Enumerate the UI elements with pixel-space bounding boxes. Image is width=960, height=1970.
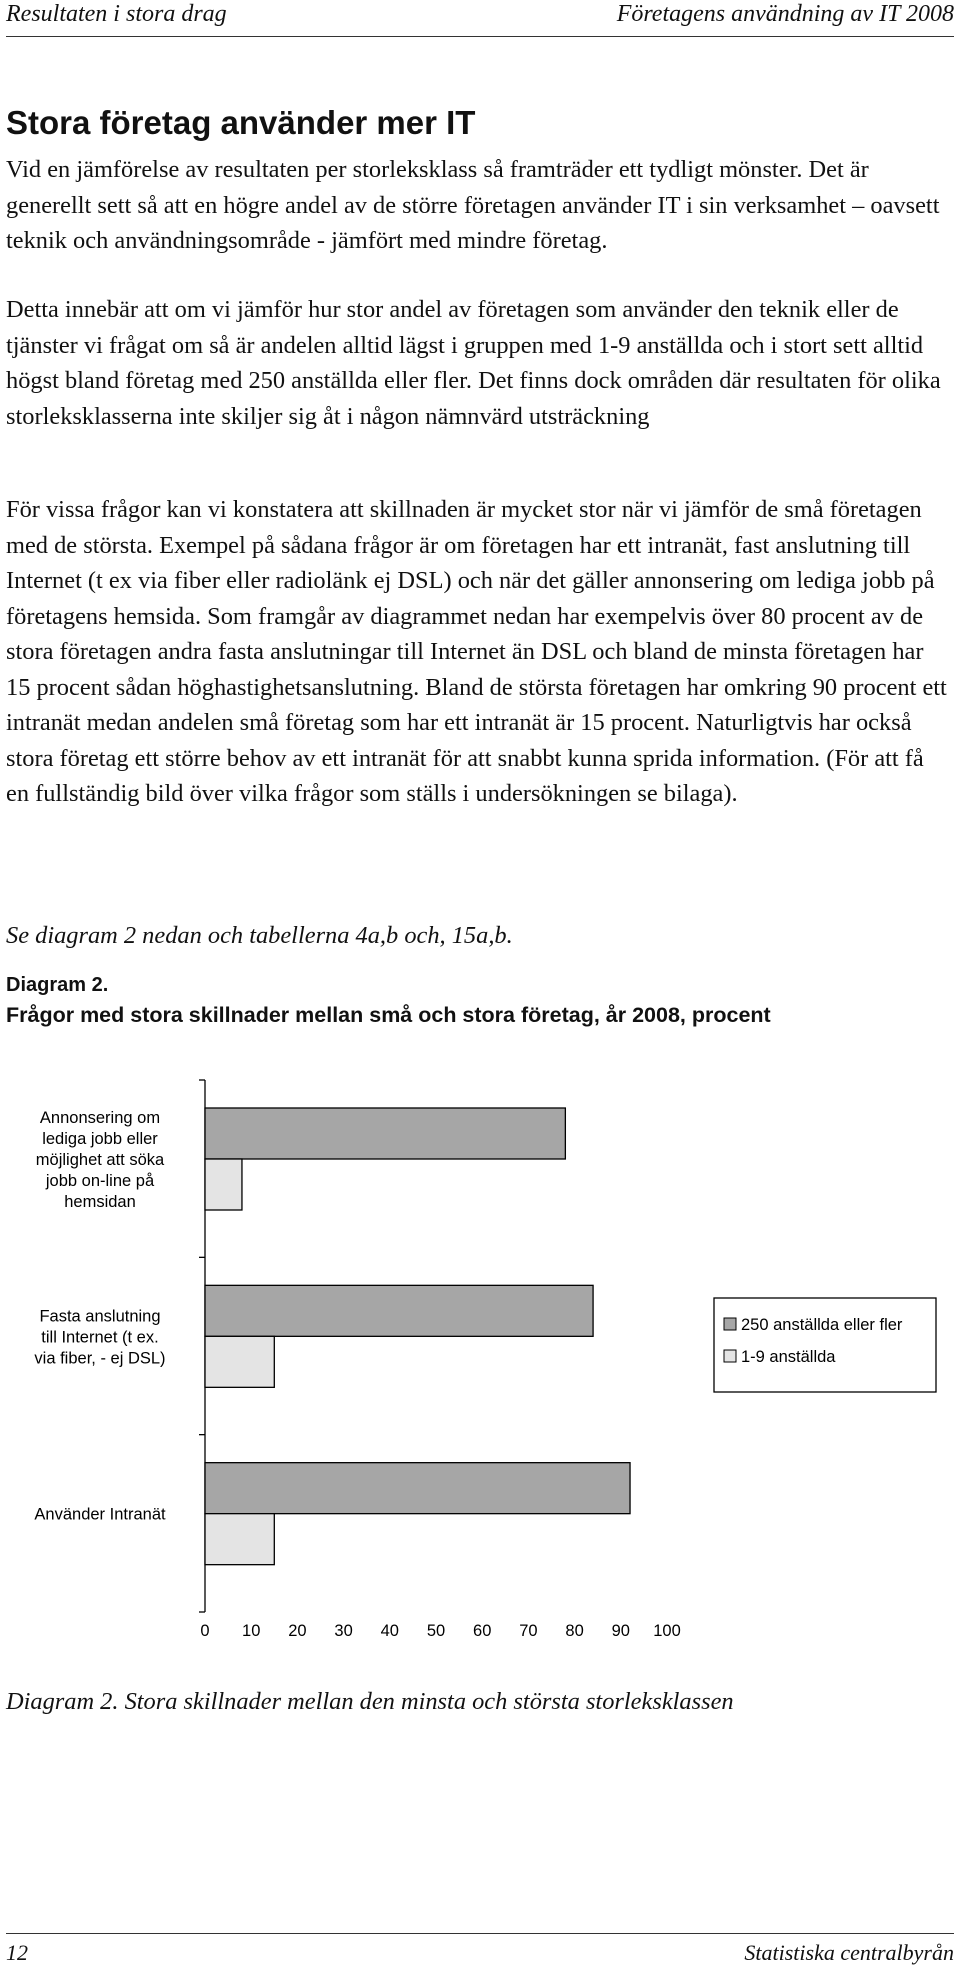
page-header: [6, 0, 954, 37]
bar-large-1: [205, 1285, 593, 1336]
legend-swatch-1: [724, 1350, 736, 1362]
x-tick-label: 0: [200, 1622, 210, 1640]
x-tick-label: 20: [288, 1622, 307, 1640]
bar-small-1: [205, 1336, 274, 1387]
diagram-title: Frågor med stora skillnader mellan små och stora företag, år 2008, procent: [6, 1003, 771, 1027]
diagram-label: Diagram 2.: [6, 974, 109, 996]
x-tick-label: 80: [565, 1622, 584, 1640]
x-tick-label: 90: [611, 1622, 630, 1640]
x-tick-label: 60: [473, 1622, 492, 1640]
page-footer: [6, 1933, 954, 1970]
page-number: 12: [6, 1940, 28, 1965]
legend-label-1: 1-9 anställda: [741, 1348, 836, 1366]
bar-large-2: [205, 1463, 630, 1514]
x-tick-label: 50: [426, 1622, 446, 1640]
bar-large-0: [205, 1108, 565, 1159]
diagram-reference: Se diagram 2 nedan och tabellerna 4a,b och, 15a,b.: [6, 922, 513, 949]
category-label-1: Fasta anslutning till Internet (t ex. via fiber, - ej DSL): [34, 1307, 166, 1368]
category-label-0: Annonsering om lediga jobb eller möjlighet att söka jobb on-line på hemsidan: [35, 1109, 165, 1211]
header-publication-title: Företagens användning av IT 2008: [616, 1, 954, 27]
category-label-2: Använder Intranät: [34, 1505, 166, 1524]
x-tick-label: 70: [519, 1622, 538, 1640]
bar-small-2: [205, 1514, 274, 1565]
x-tick-label: 30: [334, 1622, 353, 1640]
bar-small-0: [205, 1159, 242, 1210]
legend-box: [714, 1298, 936, 1392]
x-tick-label: 40: [380, 1622, 399, 1640]
section-heading: Stora företag använder mer IT: [6, 104, 476, 141]
publisher-name: Statistiska centralbyrån: [744, 1940, 954, 1965]
header-section-title: Resultaten i stora drag: [6, 1, 227, 27]
intro-paragraph: Vid en jämförelse av resultaten per storleksklass så framträder ett tydligt mönster. Det är generellt sett så att en högre andel av de större företagen använder IT i sin verksamhet – oavsett teknik och användningsområde - jämfört med mindre företag.: [6, 156, 940, 254]
x-tick-label: 100: [653, 1622, 681, 1640]
diagram-caption: Diagram 2. Stora skillnader mellan den minsta och största storleksklassen: [6, 1688, 734, 1715]
bar-chart: [0, 1040, 960, 1640]
legend-label-0: 250 anställda eller fler: [741, 1316, 903, 1334]
legend-swatch-0: [724, 1318, 736, 1330]
x-tick-label: 10: [242, 1622, 261, 1640]
paragraph-3: För vissa frågor kan vi konstatera att skillnaden är mycket stor när vi jämför de små företagen med de största. Exempel på sådana frågor är om företagen har ett intranät, fast anslutning till Internet (t ex via fiber eller radiolänk ej DSL) och när det gäller annonsering om lediga jobb på företagens hemsida. Som framgår av diagrammet nedan har exempelvis över 80 procent av de stora företagen andra fasta anslutningar till Internet än DSL och bland de minsta företagen har 15 procent sådan höghastighetsanslutning. Bland de största företagen har omkring 90 procent ett intranät medan andelen små företag som har ett intranät är 15 procent. Naturligtvis har också stora företag ett större behov av ett intranät för att snabbt kunna sprida information. (För att få en fullständig bild över vilka frågor som ställs i undersökningen se bilaga).: [6, 496, 947, 807]
paragraph-2: Detta innebär att om vi jämför hur stor andel av företagen som använder den teknik eller de tjänster vi frågat om så är andelen alltid lägst i gruppen med 1-9 anställda och i stort sett alltid högst bland företag med 250 anställda eller fler. Det finns dock områden där resultaten för olika storleksklasserna inte skiljer sig åt i någon nämnvärd utsträckning: [6, 296, 941, 430]
